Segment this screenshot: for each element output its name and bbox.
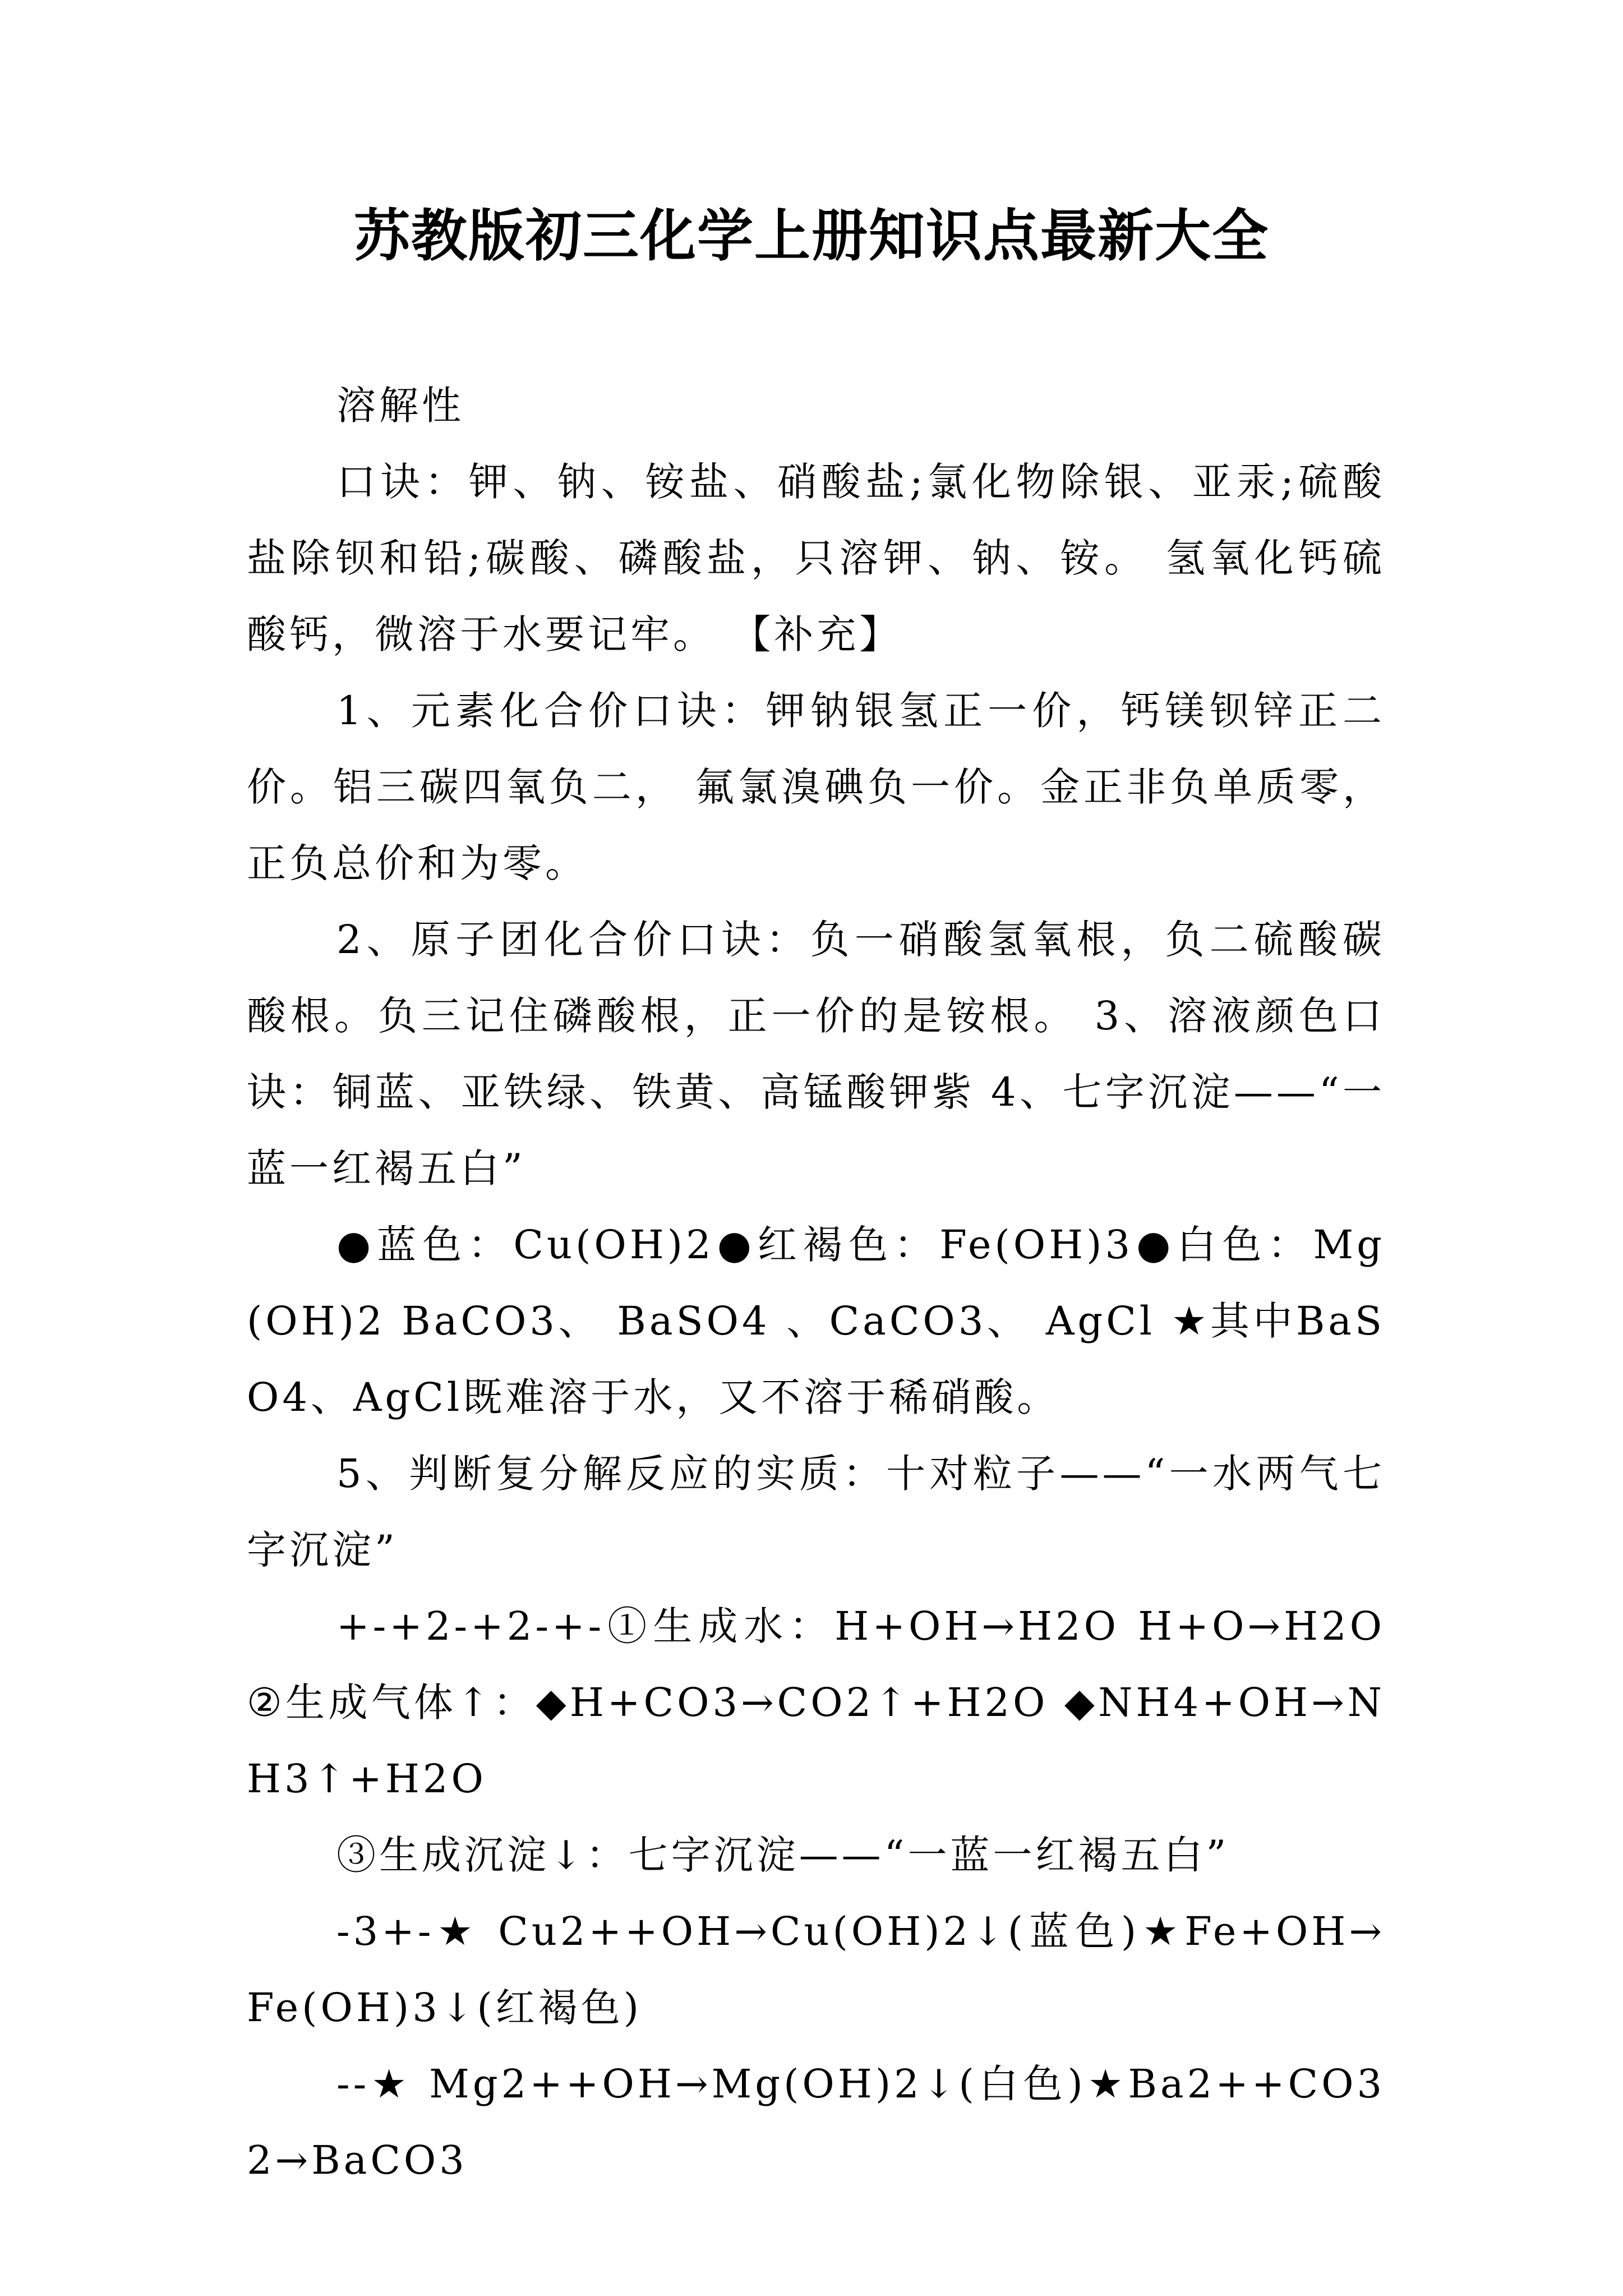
paragraph-solubility-rhyme: 口诀：钾、钠、铵盐、硝酸盐;氯化物除银、亚汞;硫酸盐除钡和铅;碳酸、磷酸盐，只溶钾、钠、铵。 氢氧化钙硫酸钙，微溶于水要记牢。 【补充】: [247, 459, 1385, 657]
paragraph-precipitate-colors: ●蓝色：Cu(OH)2●红褐色：Fe(OH)3●白色：Mg(OH)2 BaCO3、 BaSO4 、CaCO3、 AgCl ★其中BaSO4、AgCl既难溶于水，又不溶于稀硝酸。: [247, 1222, 1385, 1420]
document-title: 苏教版初三化学上册知识点最新大全: [354, 203, 1269, 269]
paragraph-water-gas-formation: +-+2-+2-+-①生成水：H+OH→H2O H+O→H2O②生成气体↑：◆H+CO3→CO2↑+H2O ◆NH4+OH→NH3↑+H2O: [247, 1603, 1385, 1802]
paragraph-radical-valence: 2、原子团化合价口诀：负一硝酸氢氧根，负二硫酸碳酸根。负三记住磷酸根，正一价的是铵根。 3、溶液颜色口诀：铜蓝、亚铁绿、铁黄、高锰酸钾紫 4、七字沉淀——“一蓝一红褐五白”: [247, 917, 1385, 1191]
paragraph-solubility-heading: 溶解性: [336, 383, 464, 429]
paragraph-reaction-cu-fe: -3+-★ Cu2++OH→Cu(OH)2↓(蓝色)★Fe+OH→Fe(OH)3↓(红褐色): [247, 1908, 1385, 2031]
paragraph-valence-rhyme: 1、元素化合价口诀：钾钠银氢正一价，钙镁钡锌正二价。铝三碳四氧负二， 氟氯溴碘负一价。金正非负单质零，正负总价和为零。: [247, 688, 1385, 886]
paragraph-reaction-mg-ba: --★ Mg2++OH→Mg(OH)2↓(白色)★Ba2++CO32→BaCO3: [247, 2061, 1385, 2183]
document-body: [247, 367, 1385, 2198]
paragraph-double-decomposition: 5、判断复分解反应的实质：十对粒子——“一水两气七字沉淀”: [247, 1451, 1385, 1573]
paragraph-precipitate-formation: ③生成沉淀↓：七字沉淀——“一蓝一红褐五白”: [336, 1832, 1230, 1878]
